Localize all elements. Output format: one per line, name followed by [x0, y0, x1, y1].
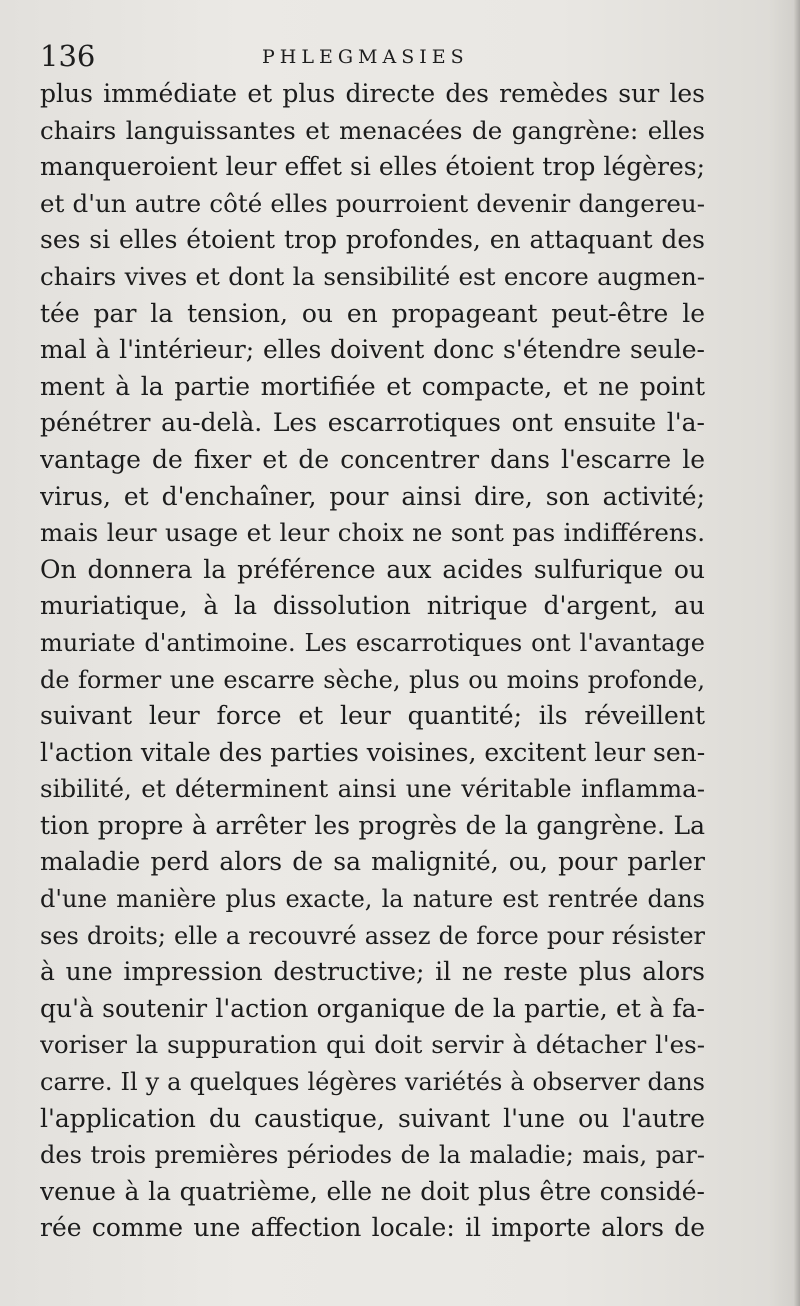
text-line: ses si elles étoient trop profondes, en attaquant des	[40, 225, 705, 255]
text-line: des trois premières périodes de la maladie; mais, par-	[40, 1141, 705, 1170]
text-line: ment à la partie mortifiée et compacte, et ne point	[40, 371, 705, 401]
text-line: manqueroient leur effet si elles étoient trop légères;	[40, 152, 705, 182]
text-line: sibilité, et déterminent ainsi une véritable inflamma-	[40, 774, 705, 804]
page-edge	[794, 0, 800, 1306]
text-line: tion propre à arrêter les progrès de la gangrène. La	[40, 810, 705, 840]
text-line: carre. Il y a quelques légères variétés à observer dans	[40, 1068, 705, 1097]
text-line: chairs vives et dont la sensibilité est encore augmen-	[40, 261, 705, 291]
running-head: PHLEGMASIES	[262, 46, 469, 68]
text-line: maladie perd alors de sa malignité, ou, pour parler	[40, 847, 705, 877]
text-line: et d'un autre côté elles pourroient devenir dangereu-	[40, 188, 705, 218]
text-line: rée comme une affection locale: il importe alors de	[40, 1213, 705, 1243]
text-line: tée par la tension, ou en propageant peut-être le	[40, 298, 705, 328]
text-line: plus immédiate et plus directe des remèdes sur les	[40, 79, 705, 108]
text-line: qu'à soutenir l'action organique de la partie, et à fa-	[40, 993, 705, 1023]
text-line: l'action vitale des parties voisines, excitent leur sen-	[40, 737, 705, 767]
text-line: à une impression destructive; il ne reste plus alors	[40, 957, 705, 987]
text-line: muriatique, à la dissolution nitrique d'argent, au	[40, 591, 705, 621]
text-line: vantage de fixer et de concentrer dans l'escarre le	[40, 444, 705, 474]
text-line: voriser la suppuration qui doit servir à détacher l'es-	[40, 1030, 705, 1060]
page-number: 136	[40, 39, 96, 73]
text-line: suivant leur force et leur quantité; ils réveillent	[40, 701, 705, 731]
text-line: virus, et d'enchaîner, pour ainsi dire, son activité;	[40, 481, 705, 511]
text-line: ses droits; elle a recouvré assez de force pour résister	[40, 921, 705, 950]
text-line: chairs languissantes et menacées de gangrène: elles	[40, 115, 705, 145]
text-line: On donnera la préférence aux acides sulfurique ou	[40, 554, 705, 584]
text-line: venue à la quatrième, elle ne doit plus être considé-	[40, 1176, 705, 1206]
text-line: mal à l'intérieur; elles doivent donc s'étendre seule-	[40, 335, 705, 365]
text-line: muriate d'antimoine. Les escarrotiques ont l'avantage	[40, 628, 705, 657]
text-line: d'une manière plus exacte, la nature est rentrée dans	[40, 885, 705, 914]
page-header	[40, 38, 760, 78]
body-text	[40, 76, 705, 1247]
text-line: de former une escarre sèche, plus ou moins profonde,	[40, 665, 705, 694]
text-line: l'application du caustique, suivant l'une ou l'autre	[40, 1103, 705, 1133]
text-line: mais leur usage et leur choix ne sont pas indifférens.	[40, 518, 705, 548]
text-line: pénétrer au-delà. Les escarrotiques ont ensuite l'a-	[40, 408, 705, 438]
